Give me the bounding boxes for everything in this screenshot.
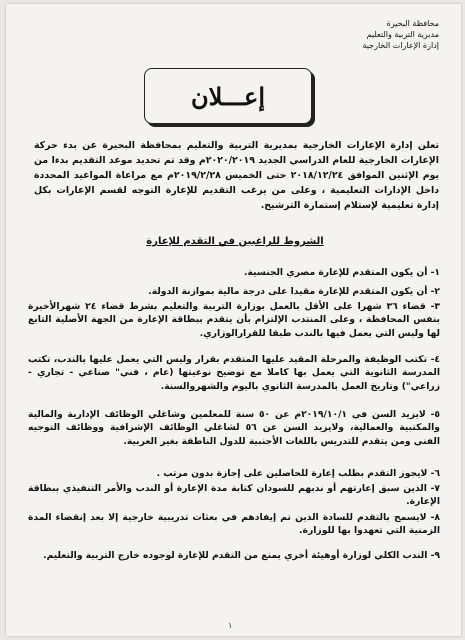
condition-item: ٦- لايجوز التقدم بطلب إعارة للحاصلين على إجازة بدون مرتب . — [156, 468, 440, 479]
page-number: ١ — [228, 621, 233, 630]
condition-item: ٤- تكتب الوظيفة والمرحلة المقيد عليها المتقدم بقرار وليس التي يعمل عليها بالندب، تكتب المدرسة الثانوية التي يعمل بها كاملا مع توضيح نوعيتها (عام ، فني" صناعي - تجاري - زراعي") وتاريخ العمل بالمدرسة الثانوي باليوم والشهروالسنة. — [28, 354, 440, 392]
condition-item: ٨- لايسمح بالتقدم للسادة الذين تم إيفادهم في بعثات تدريبية خارجية إلا بعد إنقضاء المدة الزمنية التي تعهدوا بها للوزارة. — [28, 512, 440, 537]
directorate-name: مديرية التربية والتعليم — [366, 30, 439, 39]
condition-item: ٢- أن يكون المتقدم للإعارة مقيدا على درجة مالية بموازنة الدولة. — [148, 286, 440, 297]
condition-item: ٧- الذين سبق إعارتهم أو ندبهم للسودان كتابة مدة الإعارة أو الندب والأمر التنفيذي ببطاقة الإعارة. — [28, 483, 440, 508]
condition-item: ٥- لايزيد السن في ٢٠١٩/١٠/١م عن ٥٠ سنة للمعلمين وشاغلي الوظائف الإدارية والمالية والمكتبية والعمالية، ولايزيد السن عن ٥٦ لشاغلي الوظائف الإشرافية ووظائف التوجيه الفني ومن يتقدم للتدريس باللغات الأجنبية للدول الناطقة بغير العربية. — [28, 409, 440, 447]
condition-item: ٩- الندب الكلي لوزارة أوهيئة أخري يمنع من التقدم للإعارة لوجوده خارج التربية والتعليم. — [43, 550, 440, 561]
condition-item: ٣- قضاء ٣٦ شهرا على الأقل بالعمل بوزارة التربية والتعليم بشرط قضاء ٢٤ شهرالأخيرة بنفس المحافظة ، وعلى المنتدب الإلتزام بأن يتقدم ببطاقة الإعارة من الجهة الأصلية التابع لها وليس التي يعمل فيها بالندب طبقا للقرارالوزاري. — [28, 301, 441, 339]
condition-item: ١- أن يكون المتقدم للإعارة مصري الجنسية. — [243, 267, 440, 278]
document-page — [6, 4, 461, 636]
governorate-name: محافظة البحيرة — [386, 19, 439, 28]
department-name: إدارة الإعارات الخارجية — [362, 41, 439, 50]
intro-paragraph: تعلن إدارة الإعارات الخارجية بمديرية التربية والتعليم بمحافظة البحيرة عن بدء حركة الإعارات الخارجية للعام الدراسي الجديد ٢٠٢٠/٢٠١٩م وقد تم تحديد موعد التقديم بدءا من يوم الإثنين الموافق ٢٠١٨/١٢/٢٤ حتى الخميس ٢٠١٩/٢/٢٨م مع مراعاة المواعيد المحددة داخل الإدارات التعليمية ، وعلى من يرغب التقديم للإعارة التوجه لقسم الإعارات بكل إدارة تعليمية لإستلام إستمارة الترشيح. — [34, 140, 439, 211]
announcement-banner — [144, 68, 312, 124]
announcement-title: إعـــلان — [190, 81, 266, 111]
conditions-heading: الشروط للراغبين في التقدم للإعارة — [146, 236, 324, 247]
letterhead — [289, 18, 439, 51]
